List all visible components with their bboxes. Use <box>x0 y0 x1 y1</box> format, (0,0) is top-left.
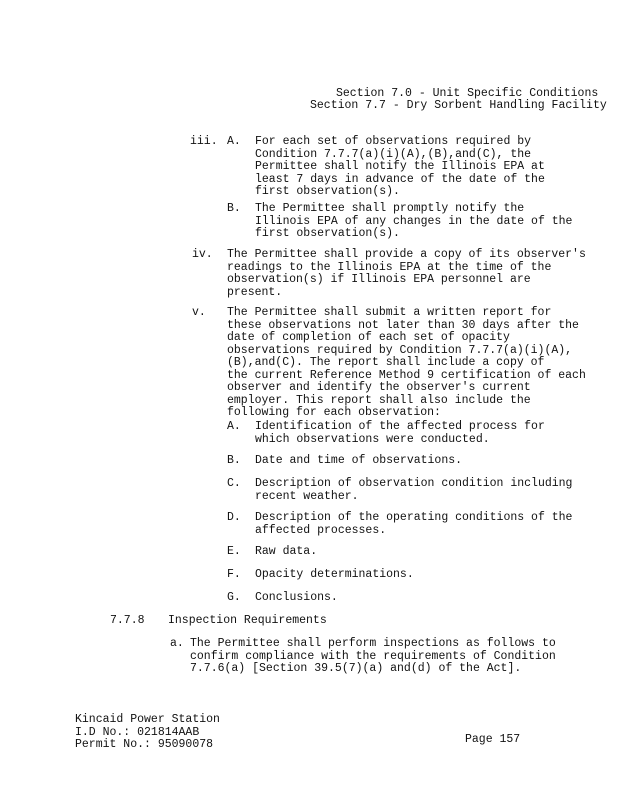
item-v-d-label: D. <box>227 511 241 524</box>
item-v-d-text <box>255 512 572 537</box>
text-line: (B),and(C). The report shall include a copy of <box>227 356 545 369</box>
item-v-g-label: G. <box>227 591 241 604</box>
text-line: affected processes. <box>255 523 387 537</box>
item-v-e-label: E. <box>227 545 241 558</box>
footer-permit-number: Permit No.: 95090078 <box>75 738 214 751</box>
section-title: Inspection Requirements <box>168 614 327 627</box>
item-v-e-text <box>255 546 317 559</box>
section-item-a-label: a. <box>170 637 184 650</box>
item-v-label: v. <box>192 306 206 319</box>
text-line: Description of observation condition including <box>255 477 573 490</box>
item-v-a-text <box>255 421 545 446</box>
text-line: confirm compliance with the requirements of Condition <box>190 649 556 663</box>
item-iii-b-text <box>255 203 572 241</box>
text-line: observations required by Condition 7.7.7(a)(i)(A), <box>227 343 573 357</box>
page-number: Page 157 <box>465 733 521 746</box>
item-iv-text <box>227 249 586 299</box>
item-v-c-text <box>255 478 572 503</box>
header-line-2: Section 7.7 - Dry Sorbent Handling Facility <box>310 99 607 112</box>
item-v-text <box>227 307 586 420</box>
text-line: Permittee shall notify the Illinois EPA at <box>255 160 545 173</box>
text-line: For each set of observations required by <box>255 135 532 148</box>
text-line: observation(s) if Illinois EPA personnel are <box>227 273 531 286</box>
footer-id-number: I.D No.: 021814AAB <box>75 725 200 739</box>
text-line: The Permittee shall promptly notify the <box>255 202 525 215</box>
footer-facility: Kincaid Power Station <box>75 713 220 726</box>
text-line: date of completion of each set of opacity <box>227 331 510 344</box>
item-iii-label: iii. <box>190 135 218 148</box>
item-iii-b-label: B. <box>227 202 241 215</box>
section-item-a-text <box>190 638 556 676</box>
item-v-c-label: C. <box>227 477 241 490</box>
text-line: employer. This report shall also include the <box>227 393 531 407</box>
text-line: The Permittee shall provide a copy of its observer's <box>227 248 586 261</box>
text-line: Condition 7.7.7(a)(i)(A),(B),and(C), the <box>255 147 532 161</box>
header-line-1: Section 7.0 - Unit Specific Conditions <box>336 87 599 100</box>
text-line: Conclusions. <box>255 591 338 604</box>
text-line: Date and time of observations. <box>255 454 463 467</box>
item-iii-a-label: A. <box>227 135 241 148</box>
text-line: Raw data. <box>255 545 318 558</box>
text-line: least 7 days in advance of the date of the <box>255 172 545 186</box>
item-iv-label: iv. <box>192 248 213 261</box>
item-v-f-label: F. <box>227 568 241 581</box>
text-line: these observations not later than 30 days after the <box>227 318 579 332</box>
item-v-g-text <box>255 592 338 605</box>
item-iii-a-text <box>255 136 545 199</box>
text-line: first observation(s). <box>255 185 400 198</box>
text-line: which observations were conducted. <box>255 432 490 446</box>
text-line: Description of the operating conditions of the <box>255 511 573 524</box>
text-line: The Permittee shall submit a written report for <box>227 306 552 319</box>
item-v-a-label: A. <box>227 420 241 433</box>
text-line: following for each observation: <box>227 406 441 419</box>
text-line: readings to the Illinois EPA at the time of the <box>227 260 552 274</box>
text-line: first observation(s). <box>255 227 400 240</box>
section-number: 7.7.8 <box>110 614 145 627</box>
text-line: The Permittee shall perform inspections as follows to <box>190 637 556 650</box>
text-line: recent weather. <box>255 489 359 503</box>
item-v-b-text <box>255 455 462 468</box>
text-line: present. <box>227 285 283 299</box>
item-v-f-text <box>255 569 414 582</box>
footer-block <box>75 714 220 752</box>
text-line: the current Reference Method 9 certification of each <box>227 368 586 382</box>
text-line: Identification of the affected process for <box>255 420 545 433</box>
text-line: observer and identify the observer's current <box>227 381 531 394</box>
text-line: 7.7.6(a) [Section 39.5(7)(a) and(d) of the Act]. <box>190 662 522 675</box>
text-line: Opacity determinations. <box>255 568 414 581</box>
item-v-b-label: B. <box>227 454 241 467</box>
text-line: Illinois EPA of any changes in the date of the <box>255 214 573 228</box>
